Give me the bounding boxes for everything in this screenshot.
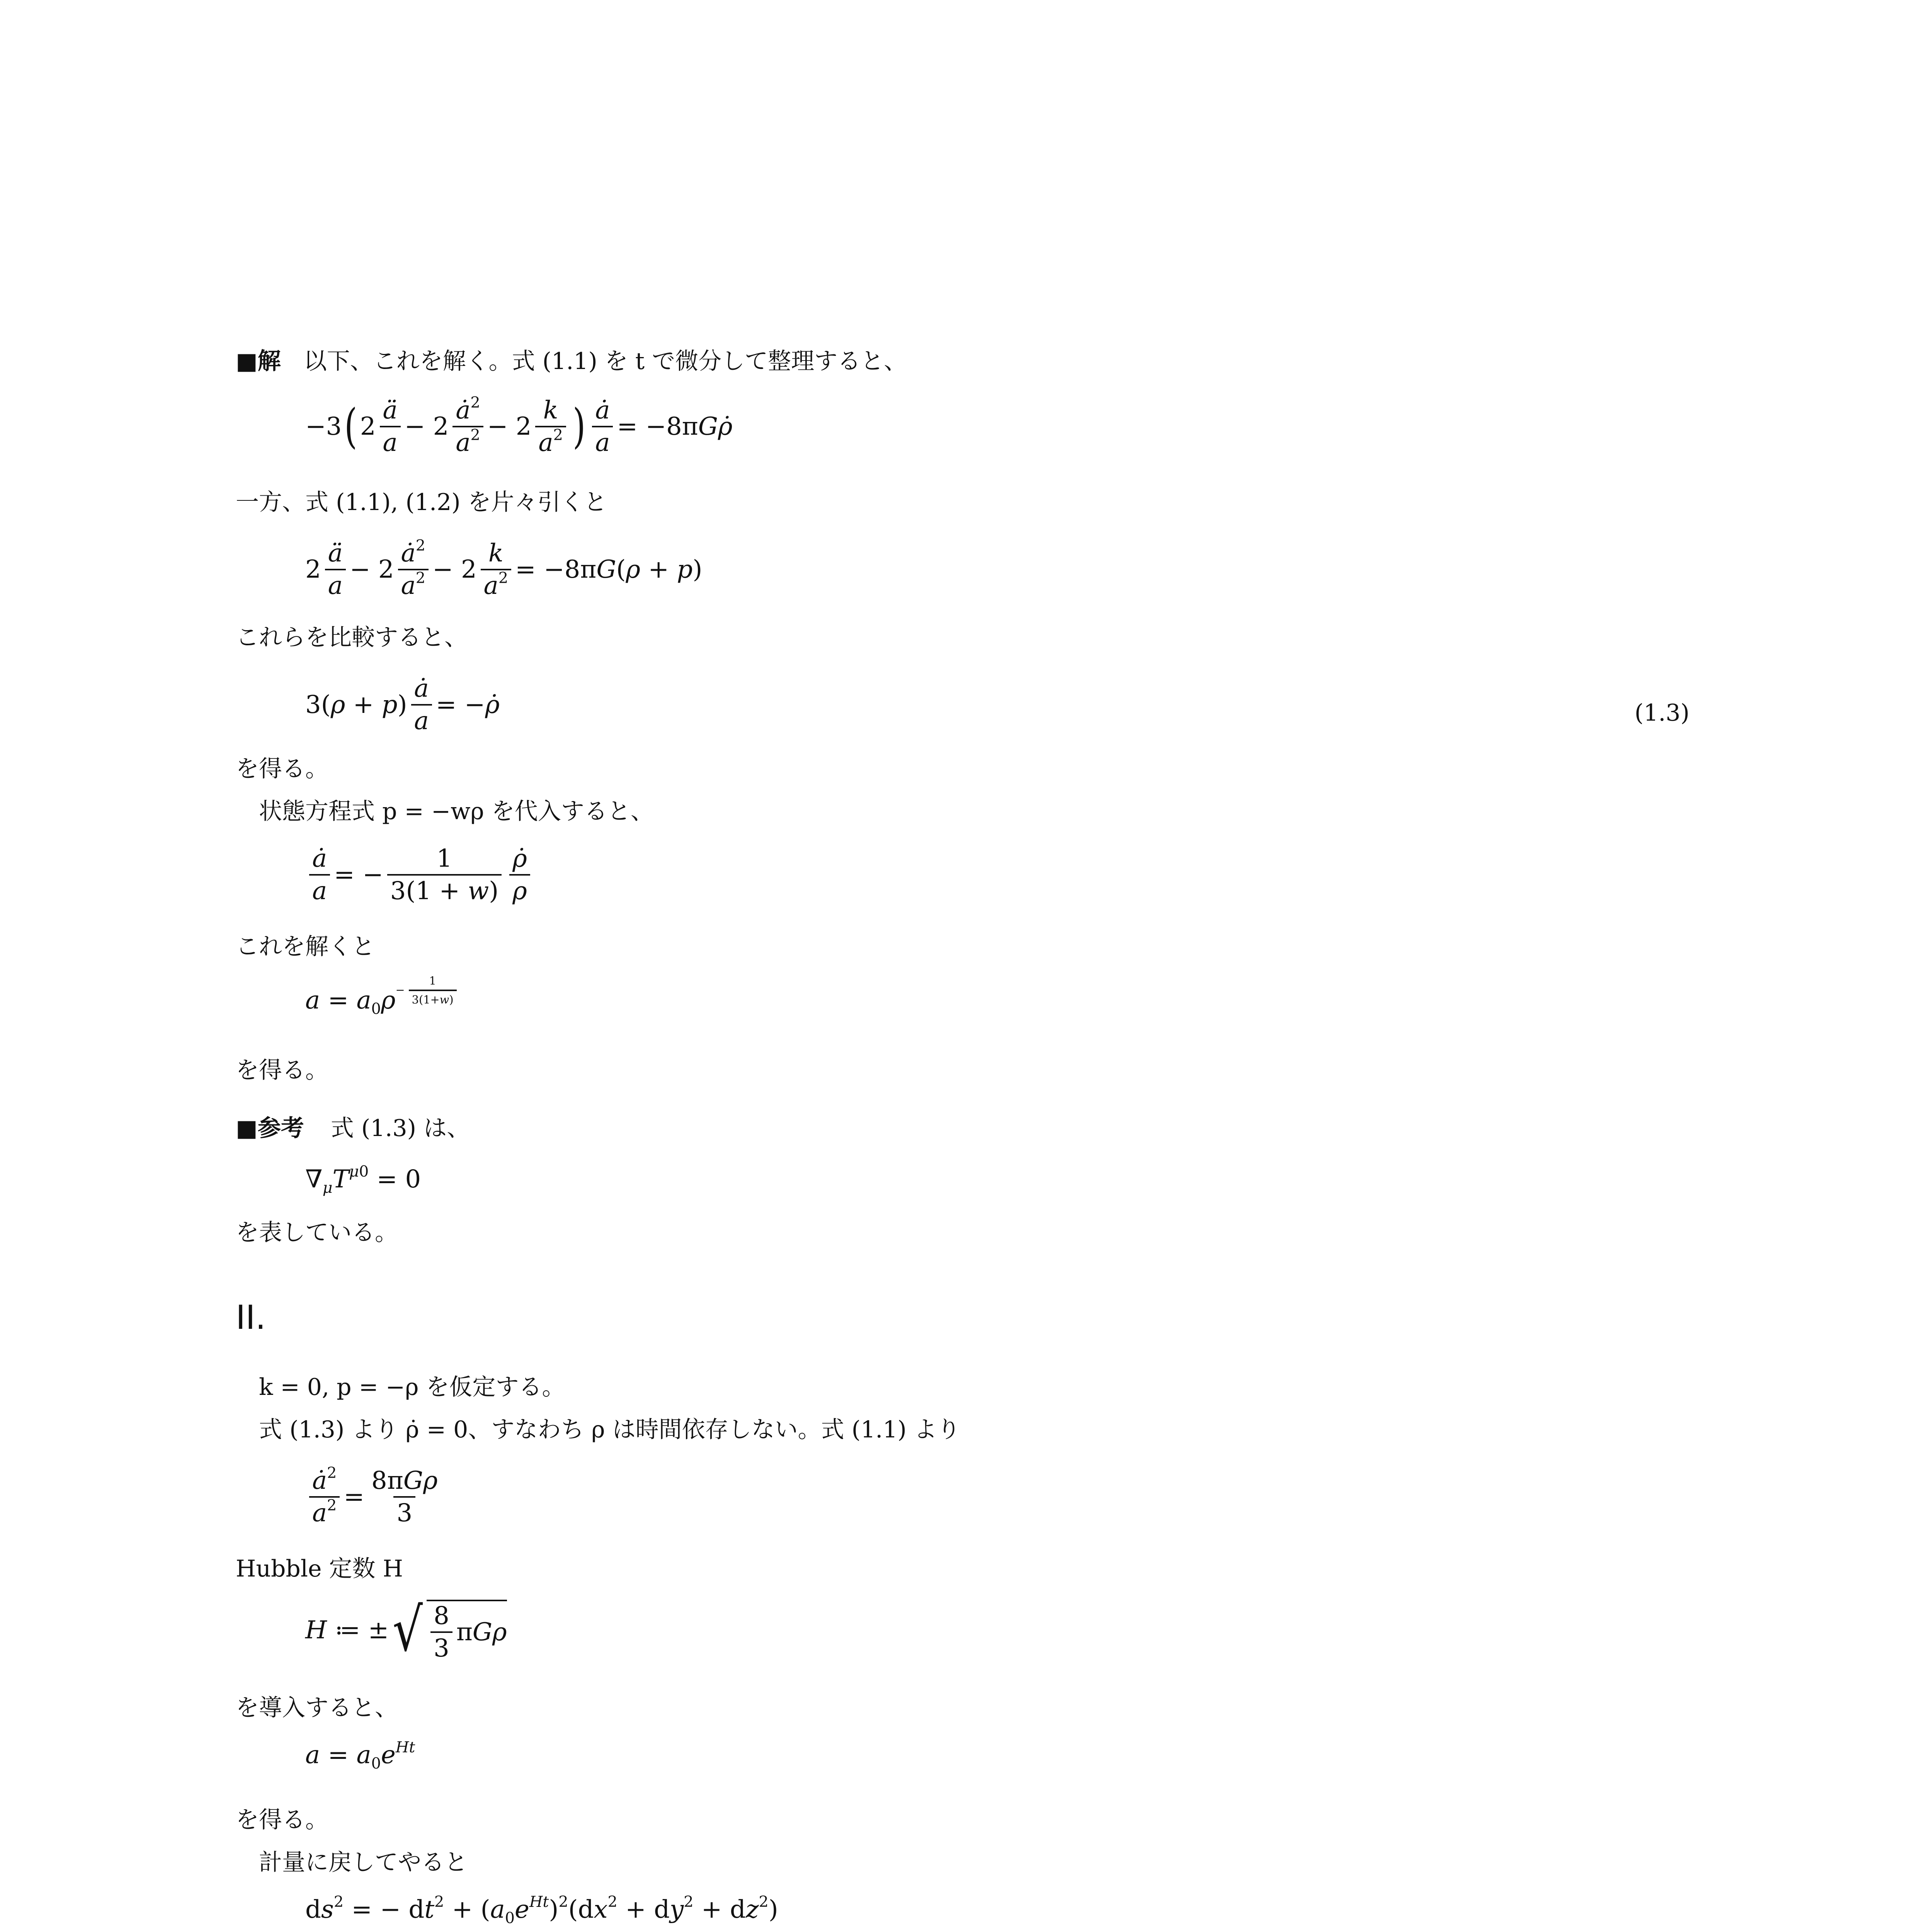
text-obtain-2: を得る。: [236, 1057, 328, 1084]
text-obtain-3: を得る。: [236, 1806, 328, 1833]
equation-hubble-def: H ≔ ± √ $\frac{8}{3}$ πGρ: [305, 1595, 507, 1665]
text-state-equation: 状態方程式 p = −wρ を代入すると、: [259, 798, 654, 825]
solution-paragraph: [236, 350, 907, 373]
equation-number-1-3: (1.3): [1635, 699, 1690, 726]
equation-1-3: 3(ρ + p) $\frac{ȧ}{a}$ = −ρ̇: [305, 674, 500, 735]
section-heading: II.: [236, 1298, 266, 1337]
text-assume: k = 0, p = −ρ を仮定する。: [259, 1374, 565, 1401]
text-rho-constant: 式 (1.3) より ρ̇ = 0、すなわち ρ は時間依存しない。式 (1.1) より: [259, 1416, 961, 1443]
equation-derivative: −3 ( 2 $\frac{ä}{a}$ − 2 $\frac{ȧ^2}{a^2}$ − 2 $\frac{k}{a^2}$ ) $\frac{ȧ}{a}$ = −8πGρ̇: [305, 394, 733, 457]
reference-paragraph: [236, 1117, 470, 1140]
solution-label: ■解: [236, 348, 281, 375]
equation-conservation: $\nabla_\mu T^{\mu 0} = 0$: [305, 1163, 421, 1197]
text-metric-back: 計量に戻してやると: [259, 1849, 468, 1876]
text-introduce: を導入すると、: [236, 1694, 398, 1721]
text-represents: を表している。: [236, 1219, 398, 1246]
reference-label: ■参考: [236, 1115, 304, 1142]
equation-adot-over-a: $\frac{ȧ}{a}$ = − $\frac{1}{3(1 + w)}$ $\frac{\rhȯ}{\rho}$: [305, 846, 534, 903]
text-hubble-constant: Hubble 定数 H: [236, 1555, 403, 1582]
equation-metric-line1: $ds^2$ = − $dt^2 + (a_0e^{Ht})^2(dx^2 + dy^2 + dz^2)$: [305, 1893, 778, 1927]
equation-friedmann: $\frac{ȧ^2}{a^2}$ = $\frac{\text{8πGρ}}{3}$: [305, 1468, 445, 1526]
equation-subtracted: 2 $\frac{ä}{a}$ − 2 $\frac{ȧ^2}{a^2}$ − 2 $\frac{k}{a^2}$ = −8πG(ρ + p): [305, 537, 703, 600]
text-obtain: を得る。: [236, 755, 328, 782]
solution-intro: 以下、これを解く。式 (1.1) を t で微分して整理すると、: [303, 348, 907, 375]
text-subtract: 一方、式 (1.1), (1.2) を片々引くと: [236, 489, 607, 516]
equation-a-solution: $a = a_0\rho$ − $\frac{1}{3(1+w)}$: [305, 985, 461, 1015]
text-compare: これらを比較すると、: [236, 624, 468, 651]
text-solve: これを解くと: [236, 933, 375, 960]
equation-exponential: $a = a_0e^{Ht}$: [305, 1738, 415, 1772]
reference-text: 式 (1.3) は、: [330, 1115, 470, 1142]
